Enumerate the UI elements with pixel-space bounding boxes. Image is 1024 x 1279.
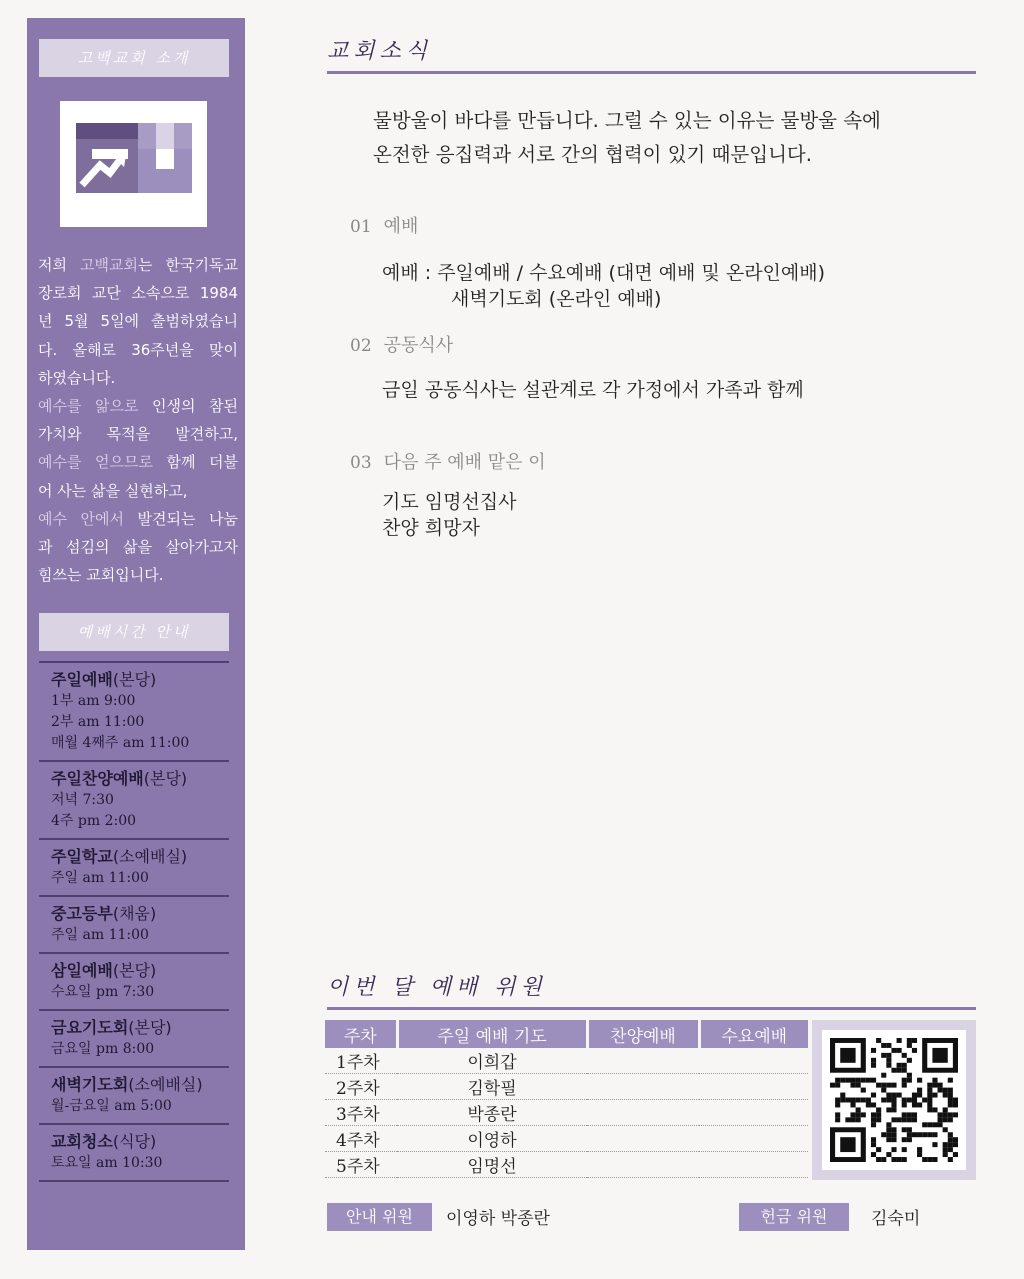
table-header: 주일 예배 기도 [397, 1020, 587, 1048]
qr-code[interactable] [812, 1020, 976, 1180]
duty-heading: 이번 달 예배 위원 [327, 975, 547, 1000]
duty-table [325, 1020, 808, 1178]
prayer-cell: 이영하 [397, 1126, 587, 1152]
worship-item: 새벽기도회(소예배실) 월-금요일 am 5:00 [39, 1066, 229, 1123]
news-item-heading: 02 공동식사 [350, 335, 454, 356]
week-cell: 2주차 [325, 1074, 397, 1100]
prayer-cell: 이희갑 [397, 1048, 587, 1074]
praise-cell [587, 1152, 699, 1178]
church-logo [60, 101, 207, 227]
prayer-cell: 박종란 [397, 1100, 587, 1126]
news-item-body: 예배 : 주일예배 / 수요예배 (대면 예배 및 온라인예배) 새벽기도회 (온라인 예배) [382, 262, 826, 310]
prayer-cell: 김학필 [397, 1074, 587, 1100]
worship-times-title: 예배시간 안내 [39, 613, 229, 651]
news-item-body: 금일 공동식사는 설관계로 각 가정에서 가족과 함께 [382, 379, 804, 401]
guide-committee-value: 이영하 박종란 [446, 1209, 550, 1229]
wednesday-cell [699, 1048, 808, 1074]
table-row [325, 1152, 808, 1178]
week-cell: 5주차 [325, 1152, 397, 1178]
offering-committee-value: 김숙미 [871, 1209, 921, 1229]
qr-pattern-icon [830, 1038, 958, 1162]
worship-item: 금요기도회(본당) 금요일 pm 8:00 [39, 1009, 229, 1066]
sidebar [27, 18, 245, 1250]
week-cell: 1주차 [325, 1048, 397, 1074]
wednesday-cell [699, 1152, 808, 1178]
worship-item: 교회청소(식당) 토요일 am 10:30 [39, 1123, 229, 1182]
table-row [325, 1126, 808, 1152]
news-lead: 물방울이 바다를 만듭니다. 그럴 수 있는 이유는 물방울 속에 온전한 응집력과 서로 간의 협력이 있기 때문입니다. [373, 109, 881, 166]
week-cell: 4주차 [325, 1126, 397, 1152]
praise-cell [587, 1126, 699, 1152]
guide-committee-label: 안내 위원 [327, 1203, 432, 1231]
table-header-row [325, 1020, 808, 1048]
prayer-cell: 임명선 [397, 1152, 587, 1178]
news-item-heading: 03 다음 주 예배 맡은 이 [350, 452, 546, 473]
news-item-heading: 01 예배 [350, 216, 419, 237]
worship-item: 중고등부(채움) 주일 am 11:00 [39, 895, 229, 952]
offering-committee-label: 헌금 위원 [739, 1203, 849, 1231]
divider [327, 71, 976, 74]
qr-code-image [822, 1030, 966, 1170]
church-intro-title: 고백교회 소개 [39, 39, 229, 77]
table-row [325, 1048, 808, 1074]
praise-cell [587, 1100, 699, 1126]
worship-item: 주일찬양예배(본당) 저녁 7:30 4주 pm 2:00 [39, 760, 229, 838]
worship-item: 주일학교(소예배실) 주일 am 11:00 [39, 838, 229, 895]
worship-item: 주일예배(본당) 1부 am 9:00 2부 am 11:00 매월 4째주 am 11:00 [39, 661, 229, 760]
logo-mark-icon [60, 101, 207, 227]
wednesday-cell [699, 1126, 808, 1152]
table-header: 주차 [325, 1020, 397, 1048]
wednesday-cell [699, 1100, 808, 1126]
news-heading: 교회소식 [327, 39, 433, 64]
worship-item: 삼일예배(본당) 수요일 pm 7:30 [39, 952, 229, 1009]
week-cell: 3주차 [325, 1100, 397, 1126]
table-header: 수요예배 [699, 1020, 808, 1048]
table-header: 찬양예배 [587, 1020, 699, 1048]
news-item-body: 기도 임명선집사 찬양 희망자 [382, 491, 517, 539]
divider [327, 1007, 976, 1010]
church-intro-text: 저희 고백교회는 한국기독교 장로회 교단 소속으로 1984 년 5월 5일에 출범하였습니 다. 올해로 36주년을 맞이 하였습니다. 예수를 앎으로 인생의 참된 가치와 목적을 발견하고, 예수를 얻으므로 함께 더불 어 사는 삶을 실현하고, 예수 안에서 발견되는 나눔 과 섬김의 삶을 살아가고자 힘쓰는 교회입니다. [38, 256, 238, 585]
table-row [325, 1074, 808, 1100]
table-row [325, 1100, 808, 1126]
praise-cell [587, 1074, 699, 1100]
wednesday-cell [699, 1074, 808, 1100]
worship-times-list [39, 661, 229, 1182]
praise-cell [587, 1048, 699, 1074]
